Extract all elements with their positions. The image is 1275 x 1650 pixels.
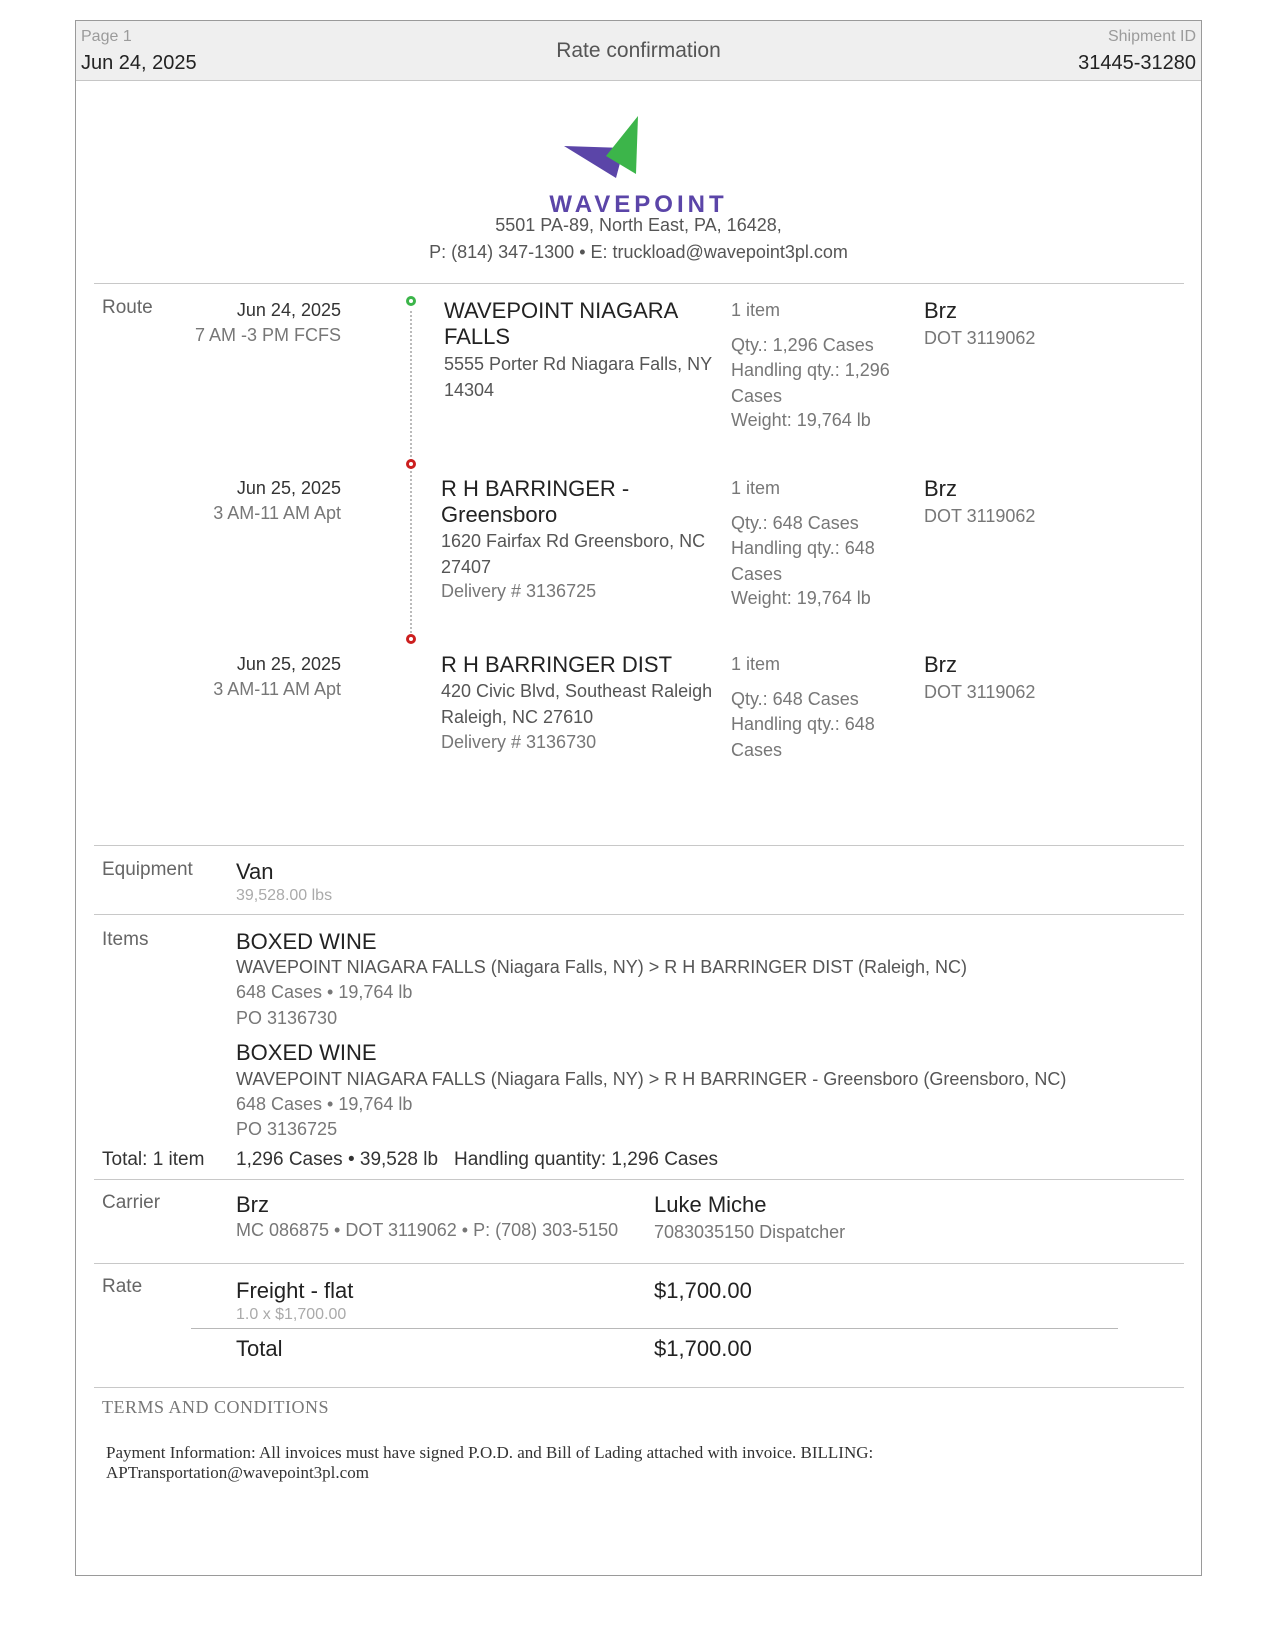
stop-carrier: Brz [924,298,957,323]
pickup-marker-icon [406,296,416,306]
company-address: 5501 PA-89, North East, PA, 16428, [495,215,782,235]
terms-text: Payment Information: All invoices must have signed P.O.D. and Bill of Lading attached with invoice. BILLING: APTransportation@wavepoint3pl.com [106,1443,874,1482]
carrier-contact-details: 7083035150 Dispatcher [654,1222,846,1242]
stop-item-count: 1 item [731,654,781,674]
carrier-label: Carrier [102,1192,161,1213]
item-po: PO 3136730 [236,1008,338,1028]
company-contact: P: (814) 347-1300 • E: truckload@wavepoint3pl.com [429,242,848,262]
stop-item-count: 1 item [731,300,781,320]
divider [94,914,1184,915]
divider [94,845,1184,846]
stop-dot: DOT 3119062 [924,682,1036,702]
stop-address: 1620 Fairfax Rd Greensboro, NC 27407 [441,531,706,577]
stop-time: 3 AM-11 AM Apt [213,503,341,523]
item-lane: WAVEPOINT NIAGARA FALLS (Niagara Falls, NY) > R H BARRINGER - Greensboro (Greensboro, NC) [236,1069,1067,1089]
rate-total-label: Total [236,1336,283,1361]
stop-name: WAVEPOINT NIAGARA FALLS [444,298,678,349]
rate-line-amount: $1,700.00 [654,1278,752,1303]
stop-handling-qty: Handling qty.: 648 Cases [731,538,875,584]
wavepoint-logo-icon [564,116,644,181]
stop-carrier: Brz [924,476,957,501]
stop-date: Jun 25, 2025 [236,654,341,674]
stop-time: 7 AM -3 PM FCFS [194,325,341,345]
items-total-handling: Handling quantity: 1,296 Cases [454,1149,719,1170]
divider [94,1179,1184,1180]
item-po: PO 3136725 [236,1119,338,1139]
carrier-name: Brz [236,1192,269,1217]
divider [94,283,1184,284]
route-label: Route [102,297,153,318]
stop-item-count: 1 item [731,478,781,498]
stop-dot: DOT 3119062 [924,328,1036,348]
rate-line-name: Freight - flat [236,1278,354,1303]
stop-dot: DOT 3119062 [924,506,1036,526]
stop-reference: Delivery # 3136730 [441,732,597,752]
stop-name: R H BARRINGER DIST [441,652,673,677]
item-quantity: 648 Cases • 19,764 lb [236,1094,413,1114]
divider [94,1263,1184,1264]
equipment-weight: 39,528.00 lbs [236,887,333,904]
divider [94,1387,1184,1388]
items-label: Items [102,929,149,950]
items-total-label: Total: 1 item [102,1149,205,1170]
stop-handling-qty: Handling qty.: 1,296 Cases [731,360,890,406]
items-total-quantity: 1,296 Cases • 39,528 lb [236,1149,439,1170]
shipment-id: 31445-31280 [1078,52,1196,74]
item-quantity: 648 Cases • 19,764 lb [236,982,413,1002]
route-timeline [410,311,412,641]
rate-line-calc: 1.0 x $1,700.00 [236,1306,347,1323]
stop-address: 420 Civic Blvd, Southeast Raleigh Raleigh, NC 27610 [441,681,713,727]
stop-address: 5555 Porter Rd Niagara Falls, NY 14304 [444,354,712,400]
carrier-details: MC 086875 • DOT 3119062 • P: (708) 303-5150 [236,1220,619,1240]
stop-carrier: Brz [924,652,957,677]
item-name: BOXED WINE [236,929,377,954]
delivery-marker-icon [406,634,416,644]
header-date: Jun 24, 2025 [81,52,197,74]
rate-label: Rate [102,1276,143,1297]
stop-date: Jun 25, 2025 [236,478,341,498]
item-name: BOXED WINE [236,1040,377,1065]
stop-weight: Weight: 19,764 lb [731,410,871,430]
terms-heading: TERMS AND CONDITIONS [102,1397,330,1417]
stop-handling-qty: Handling qty.: 648 Cases [731,714,875,760]
stop-time: 3 AM-11 AM Apt [213,679,341,699]
stop-qty: Qty.: 648 Cases [731,513,859,533]
stop-name: R H BARRINGER - Greensboro [441,476,630,527]
rate-divider [191,1328,1118,1329]
stop-date: Jun 24, 2025 [236,300,341,320]
equipment-label: Equipment [102,859,193,880]
stop-qty: Qty.: 1,296 Cases [731,335,874,355]
equipment-type: Van [236,859,274,884]
company-logo-text: WAVEPOINT [549,191,728,218]
document-title: Rate confirmation [556,39,721,62]
shipment-id-label: Shipment ID [1107,28,1196,45]
document-frame [75,20,1202,1576]
item-lane: WAVEPOINT NIAGARA FALLS (Niagara Falls, NY) > R H BARRINGER DIST (Raleigh, NC) [236,957,968,977]
rate-total-amount: $1,700.00 [654,1336,752,1361]
carrier-contact-name: Luke Miche [654,1192,767,1217]
delivery-marker-icon [406,459,416,469]
page-header [76,21,1201,81]
stop-qty: Qty.: 648 Cases [731,689,859,709]
page-number: Page 1 [81,28,132,45]
stop-reference: Delivery # 3136725 [441,581,597,601]
stop-weight: Weight: 19,764 lb [731,588,871,608]
